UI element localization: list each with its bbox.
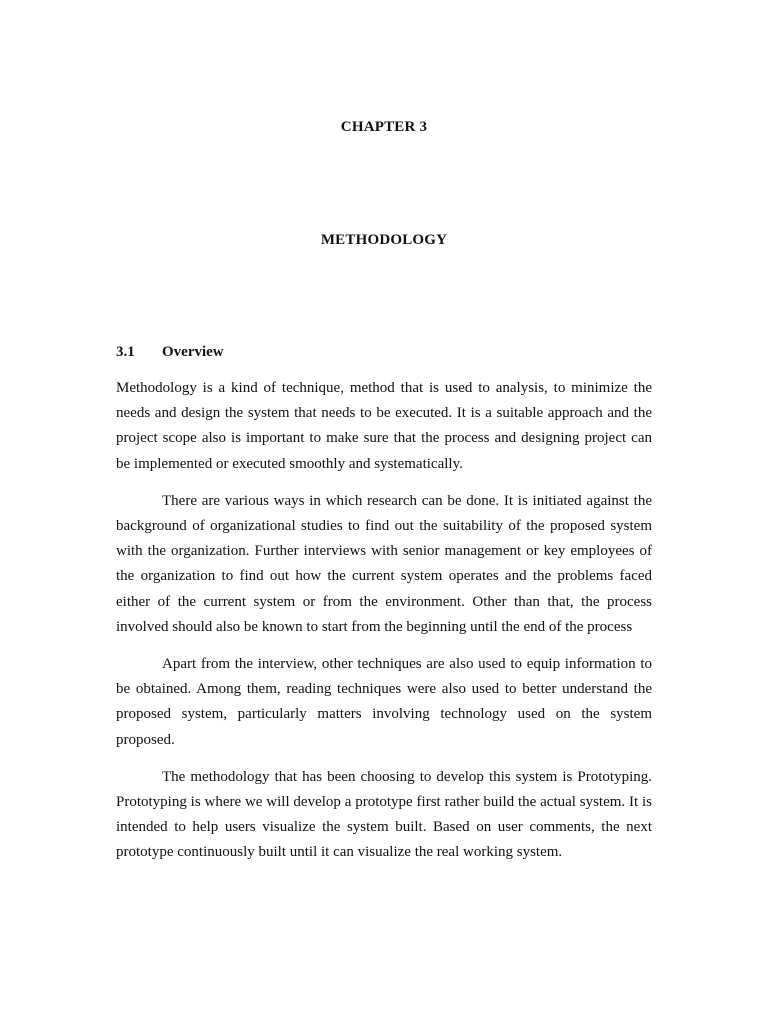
body-text <box>116 376 652 878</box>
paragraph-1: Methodology is a kind of technique, method that is used to analysis, to minimize the needs and design the system that needs to be executed. It is a suitable approach and the project scope also is important to make sure that the process and designing project can be implemented or executed smoothly and systematically. <box>116 380 652 472</box>
section-number: 3.1 <box>116 344 135 360</box>
chapter-label: CHAPTER 3 <box>340 119 428 135</box>
section-heading <box>116 344 224 361</box>
paragraph-2: There are various ways in which research can be done. It is initiated against the background of organizational studies to find out the suitability of the proposed system with the organization. Further interviews with senior management or key employees of the organization to find out how the current system operates and the problems faced either of the current system or from the environment. Other than that, the process involved should also be known to start from the beginning until the end of the process <box>116 492 652 635</box>
section-title: Overview <box>162 344 224 360</box>
chapter-title: METHODOLOGY <box>320 232 448 248</box>
paragraph-3: Apart from the interview, other techniques are also used to equip information to be obtained. Among them, reading techniques were also used to better understand the proposed system, particularly matters involving technology used on the system proposed. <box>116 656 652 748</box>
paragraph-4: The methodology that has been choosing to develop this system is Prototyping. Prototyping is where we will develop a prototype first rather build the actual system. It is intended to help users visualize the system built. Based on user comments, the next prototype continuously built until it can visualize the real working system. <box>116 768 652 861</box>
